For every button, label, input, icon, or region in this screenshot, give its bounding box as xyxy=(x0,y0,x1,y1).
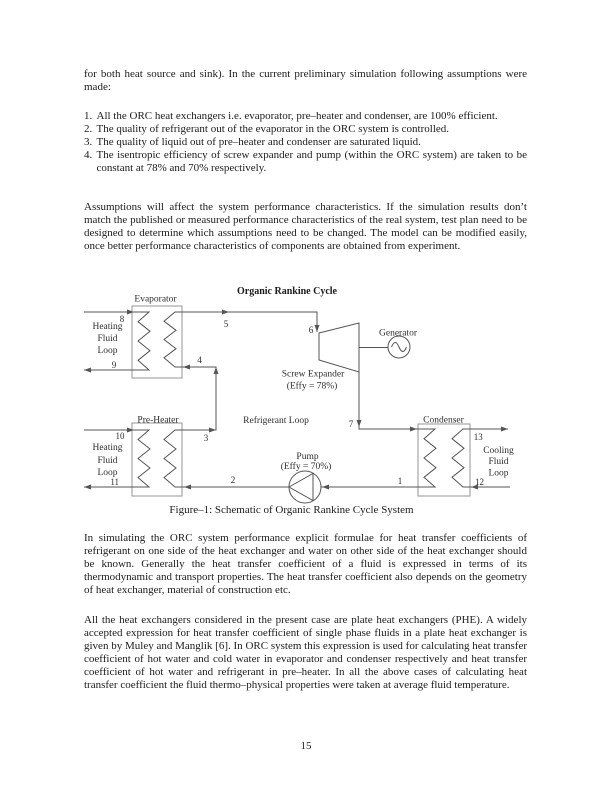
arrow-icon xyxy=(127,428,134,433)
state-point: 11 xyxy=(110,477,120,487)
generator xyxy=(359,329,418,359)
pre-heater-coil-left xyxy=(132,430,150,487)
list-item xyxy=(84,136,527,149)
heating-loop-top-label: Loop xyxy=(97,346,118,356)
line-evaporator-to-expander xyxy=(182,312,317,332)
state-point: 5 xyxy=(223,319,229,329)
page-number: 15 xyxy=(300,740,312,752)
paragraph-heat-transfer: In simulating the ORC system performance explicit formulae for heat transfer coefficients of refrigerant on one side of the heat exchanger and water on other side of the heat exchanger should be known. Generally the heat transfer coefficient of a fluid is expressed in terms of its thermodynamic and transport properties. The heat transfer coefficient also depends on the geometry of heat exchanger, material of construction etc. xyxy=(84,532,527,596)
generator-label: Generator xyxy=(379,328,417,339)
arrow-icon xyxy=(322,485,329,490)
list-item-text: The quality of refrigerant out of the evaporator in the ORC system is controlled. xyxy=(96,123,450,135)
line-preheater-to-evaporator xyxy=(182,367,216,430)
evaporator-label: Evaporator xyxy=(134,294,177,305)
state-point: 6 xyxy=(308,325,314,335)
state-point: 10 xyxy=(115,431,125,441)
pre-heater xyxy=(132,416,182,497)
state-point: 7 xyxy=(348,419,354,429)
paragraph-intro: for both heat source and sink). In the current preliminary simulation following assumptions were made: xyxy=(84,68,527,93)
list-item xyxy=(84,110,527,123)
arrow-icon xyxy=(184,485,191,490)
screw-expander-efficiency: (Effy = 78%) xyxy=(286,381,338,392)
heating-loop-top-label: Heating xyxy=(92,322,123,332)
state-point: 2 xyxy=(230,475,236,485)
evaporator xyxy=(132,295,182,379)
pump-label: Pump xyxy=(296,452,319,462)
figure-title: Organic Rankine Cycle xyxy=(237,286,337,297)
heating-loop-top-label: Fluid xyxy=(97,334,118,344)
condenser xyxy=(418,416,470,497)
arrow-icon xyxy=(315,325,320,332)
generator-sine-icon xyxy=(392,343,407,352)
pump-efficiency: (Effy = 70%) xyxy=(280,462,332,472)
condenser-coil-left xyxy=(418,429,436,487)
cooling-loop-label: Fluid xyxy=(488,457,509,467)
list-item-text: All the ORC heat exchangers i.e. evaporator, pre–heater and condenser, are 100% efficient. xyxy=(96,110,498,122)
arrow-icon xyxy=(222,310,229,315)
arrow-icon xyxy=(214,367,219,374)
list-item-number: 4. xyxy=(84,149,93,161)
screw-expander xyxy=(282,323,359,392)
list-item-number: 3. xyxy=(84,136,93,148)
list-item-text: The quality of liquid out of pre–heater and condenser are saturated liquid. xyxy=(96,136,421,148)
heating-loop-bottom-label: Loop xyxy=(97,468,118,478)
heating-loop-bottom-label: Heating xyxy=(92,443,123,453)
state-point: 12 xyxy=(475,477,484,487)
heating-loop-bottom-label: Fluid xyxy=(97,456,118,466)
arrow-icon xyxy=(183,365,190,370)
pump xyxy=(281,452,332,503)
condenser-coil-right xyxy=(452,429,470,487)
condenser-label: Condenser xyxy=(423,415,464,426)
pre-heater-label: Pre-Heater xyxy=(137,415,179,426)
evaporator-coil-right xyxy=(164,312,182,367)
cooling-loop-label: Cooling xyxy=(483,446,514,456)
figure-caption: Figure–1: Schematic of Organic Rankine Cycle System xyxy=(169,504,414,516)
state-point: 13 xyxy=(473,432,483,442)
state-point: 1 xyxy=(397,476,403,486)
arrow-icon xyxy=(84,485,91,490)
assumptions-list xyxy=(84,110,527,175)
state-point: 4 xyxy=(197,355,202,365)
arrow-icon xyxy=(357,420,362,427)
state-point: 3 xyxy=(203,433,209,443)
state-point: 8 xyxy=(119,314,125,324)
arrow-icon xyxy=(410,427,417,432)
arrow-icon xyxy=(84,368,91,373)
cooling-loop-label: Loop xyxy=(488,468,509,479)
screw-expander-symbol xyxy=(319,323,359,372)
list-item-number: 2. xyxy=(84,123,93,135)
list-item-text: The isentropic efficiency of screw expander and pump (within the ORC system) are taken to be constant at 78% and 70% respectively. xyxy=(96,149,527,174)
list-item-number: 1. xyxy=(84,110,93,122)
arrow-icon xyxy=(209,428,216,433)
arrow-icon xyxy=(501,427,508,432)
screw-expander-label: Screw Expander xyxy=(281,369,345,380)
orc-schematic-figure xyxy=(80,283,545,509)
pump-symbol xyxy=(289,471,321,503)
paragraph-assumptions: Assumptions will affect the system performance characteristics. If the simulation results don’t match the published or measured performance characteristics of the real system, test plan need to be designed to determine which assumptions need to be changed. The model can be modified easily, once better performance characteristics of components are obtained from experiment. xyxy=(84,201,527,252)
state-point: 9 xyxy=(111,360,117,370)
arrow-icon xyxy=(127,310,134,315)
pre-heater-coil-right xyxy=(164,430,182,487)
paragraph-plate-heat-exchangers: All the heat exchangers considered in the present case are plate heat exchangers (PHE). A widely accepted expression for heat transfer coefficient of single phase fluids in a plate heat exchanger is given by Muley and Manglik [6]. In ORC system this expression is used for calculating heat transfer coefficient of hot water and cold water in evaporator and condenser respectively and heat transfer coefficient of hot water and refrigerant in pre–heater. In all the above cases of calculating heat transfer coefficient the fluid thermo–physical properties were taken at average fluid temperature. xyxy=(84,614,527,691)
line-expander-to-condenser xyxy=(359,372,418,429)
refrigerant-loop-label: Refrigerant Loop xyxy=(243,416,309,426)
list-item xyxy=(84,149,527,175)
evaporator-coil-left xyxy=(132,312,150,370)
list-item xyxy=(84,123,527,136)
